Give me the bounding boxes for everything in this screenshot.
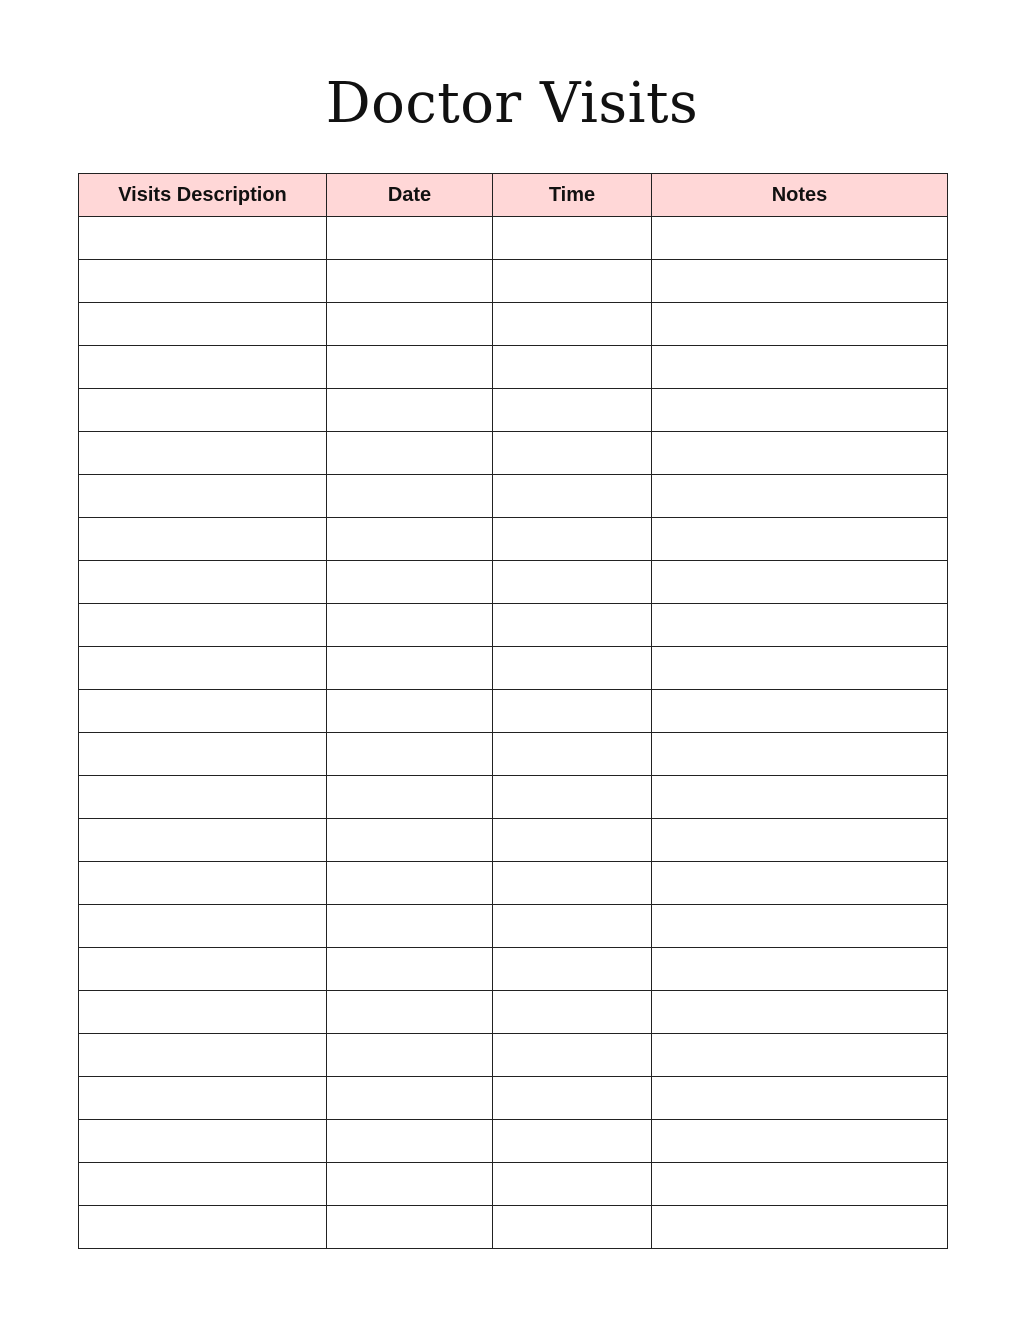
time-cell[interactable]: [493, 1120, 652, 1163]
date-cell[interactable]: [327, 475, 493, 518]
visits-description-cell[interactable]: [79, 346, 327, 389]
page-title: Doctor Visits: [325, 71, 699, 136]
table-row: [79, 389, 948, 432]
time-cell[interactable]: [493, 260, 652, 303]
visits-description-cell[interactable]: [79, 260, 327, 303]
time-cell[interactable]: [493, 432, 652, 475]
date-cell[interactable]: [327, 733, 493, 776]
date-cell[interactable]: [327, 561, 493, 604]
visits-description-cell[interactable]: [79, 604, 327, 647]
date-cell[interactable]: [327, 1034, 493, 1077]
time-cell[interactable]: [493, 1034, 652, 1077]
doctor-visits-table: [78, 173, 948, 1249]
notes-cell[interactable]: [652, 1120, 948, 1163]
notes-cell[interactable]: [652, 905, 948, 948]
visits-description-cell[interactable]: [79, 905, 327, 948]
date-cell[interactable]: [327, 346, 493, 389]
column-header-visits-description: Visits Description: [79, 174, 327, 217]
visits-description-cell[interactable]: [79, 647, 327, 690]
table-row: [79, 948, 948, 991]
notes-cell[interactable]: [652, 260, 948, 303]
date-cell[interactable]: [327, 217, 493, 260]
date-cell[interactable]: [327, 432, 493, 475]
date-cell[interactable]: [327, 303, 493, 346]
notes-cell[interactable]: [652, 475, 948, 518]
notes-cell[interactable]: [652, 432, 948, 475]
table-row: [79, 1163, 948, 1206]
date-cell[interactable]: [327, 819, 493, 862]
table-row: [79, 1077, 948, 1120]
table-row: [79, 1034, 948, 1077]
table-row: [79, 690, 948, 733]
date-cell[interactable]: [327, 647, 493, 690]
visits-description-cell[interactable]: [79, 819, 327, 862]
notes-cell[interactable]: [652, 518, 948, 561]
notes-cell[interactable]: [652, 303, 948, 346]
visits-description-cell[interactable]: [79, 1206, 327, 1249]
date-cell[interactable]: [327, 991, 493, 1034]
visits-description-cell[interactable]: [79, 862, 327, 905]
visits-description-cell[interactable]: [79, 948, 327, 991]
date-cell[interactable]: [327, 1120, 493, 1163]
notes-cell[interactable]: [652, 862, 948, 905]
visits-description-cell[interactable]: [79, 561, 327, 604]
time-cell[interactable]: [493, 819, 652, 862]
date-cell[interactable]: [327, 604, 493, 647]
time-cell[interactable]: [493, 733, 652, 776]
visits-description-cell[interactable]: [79, 1077, 327, 1120]
visits-description-cell[interactable]: [79, 432, 327, 475]
time-cell[interactable]: [493, 690, 652, 733]
time-cell[interactable]: [493, 862, 652, 905]
date-cell[interactable]: [327, 389, 493, 432]
time-cell[interactable]: [493, 905, 652, 948]
table-row: [79, 1206, 948, 1249]
date-cell[interactable]: [327, 1206, 493, 1249]
table-row: [79, 604, 948, 647]
notes-cell[interactable]: [652, 346, 948, 389]
table-row: [79, 905, 948, 948]
time-cell[interactable]: [493, 1163, 652, 1206]
table-row: [79, 518, 948, 561]
table-row: [79, 862, 948, 905]
time-cell[interactable]: [493, 389, 652, 432]
notes-cell[interactable]: [652, 217, 948, 260]
time-cell[interactable]: [493, 1206, 652, 1249]
table-row: [79, 647, 948, 690]
notes-cell[interactable]: [652, 647, 948, 690]
table-row: [79, 561, 948, 604]
notes-cell[interactable]: [652, 948, 948, 991]
time-cell[interactable]: [493, 346, 652, 389]
table-row: [79, 819, 948, 862]
date-cell[interactable]: [327, 1077, 493, 1120]
visits-description-cell[interactable]: [79, 733, 327, 776]
notes-cell[interactable]: [652, 733, 948, 776]
visits-description-cell[interactable]: [79, 776, 327, 819]
notes-cell[interactable]: [652, 1206, 948, 1249]
time-cell[interactable]: [493, 561, 652, 604]
notes-cell[interactable]: [652, 1034, 948, 1077]
table-row: [79, 217, 948, 260]
date-cell[interactable]: [327, 260, 493, 303]
date-cell[interactable]: [327, 905, 493, 948]
visits-description-cell[interactable]: [79, 991, 327, 1034]
time-cell[interactable]: [493, 604, 652, 647]
visits-description-cell[interactable]: [79, 1163, 327, 1206]
notes-cell[interactable]: [652, 561, 948, 604]
time-cell[interactable]: [493, 217, 652, 260]
date-cell[interactable]: [327, 518, 493, 561]
notes-cell[interactable]: [652, 819, 948, 862]
column-header-notes: Notes: [652, 174, 948, 217]
table-row: [79, 260, 948, 303]
table-body: [79, 217, 948, 1249]
notes-cell[interactable]: [652, 1163, 948, 1206]
time-cell[interactable]: [493, 647, 652, 690]
visits-description-cell[interactable]: [79, 303, 327, 346]
time-cell[interactable]: [493, 475, 652, 518]
visits-description-cell[interactable]: [79, 1120, 327, 1163]
notes-cell[interactable]: [652, 1077, 948, 1120]
notes-cell[interactable]: [652, 604, 948, 647]
table-row: [79, 346, 948, 389]
visits-description-cell[interactable]: [79, 475, 327, 518]
notes-cell[interactable]: [652, 776, 948, 819]
visits-description-cell[interactable]: [79, 518, 327, 561]
date-cell[interactable]: [327, 948, 493, 991]
time-cell[interactable]: [493, 948, 652, 991]
column-header-date: Date: [327, 174, 493, 217]
header-row: [79, 174, 948, 217]
date-cell[interactable]: [327, 776, 493, 819]
time-cell[interactable]: [493, 1077, 652, 1120]
table-row: [79, 432, 948, 475]
notes-cell[interactable]: [652, 389, 948, 432]
table-row: [79, 991, 948, 1034]
time-cell[interactable]: [493, 518, 652, 561]
time-cell[interactable]: [493, 991, 652, 1034]
column-header-time: Time: [493, 174, 652, 217]
table-row: [79, 475, 948, 518]
notes-cell[interactable]: [652, 991, 948, 1034]
visits-description-cell[interactable]: [79, 217, 327, 260]
table-row: [79, 776, 948, 819]
time-cell[interactable]: [493, 776, 652, 819]
visits-description-cell[interactable]: [79, 1034, 327, 1077]
visits-description-cell[interactable]: [79, 389, 327, 432]
date-cell[interactable]: [327, 1163, 493, 1206]
visits-description-cell[interactable]: [79, 690, 327, 733]
table-row: [79, 1120, 948, 1163]
date-cell[interactable]: [327, 862, 493, 905]
time-cell[interactable]: [493, 303, 652, 346]
table-row: [79, 303, 948, 346]
date-cell[interactable]: [327, 690, 493, 733]
notes-cell[interactable]: [652, 690, 948, 733]
table-row: [79, 733, 948, 776]
